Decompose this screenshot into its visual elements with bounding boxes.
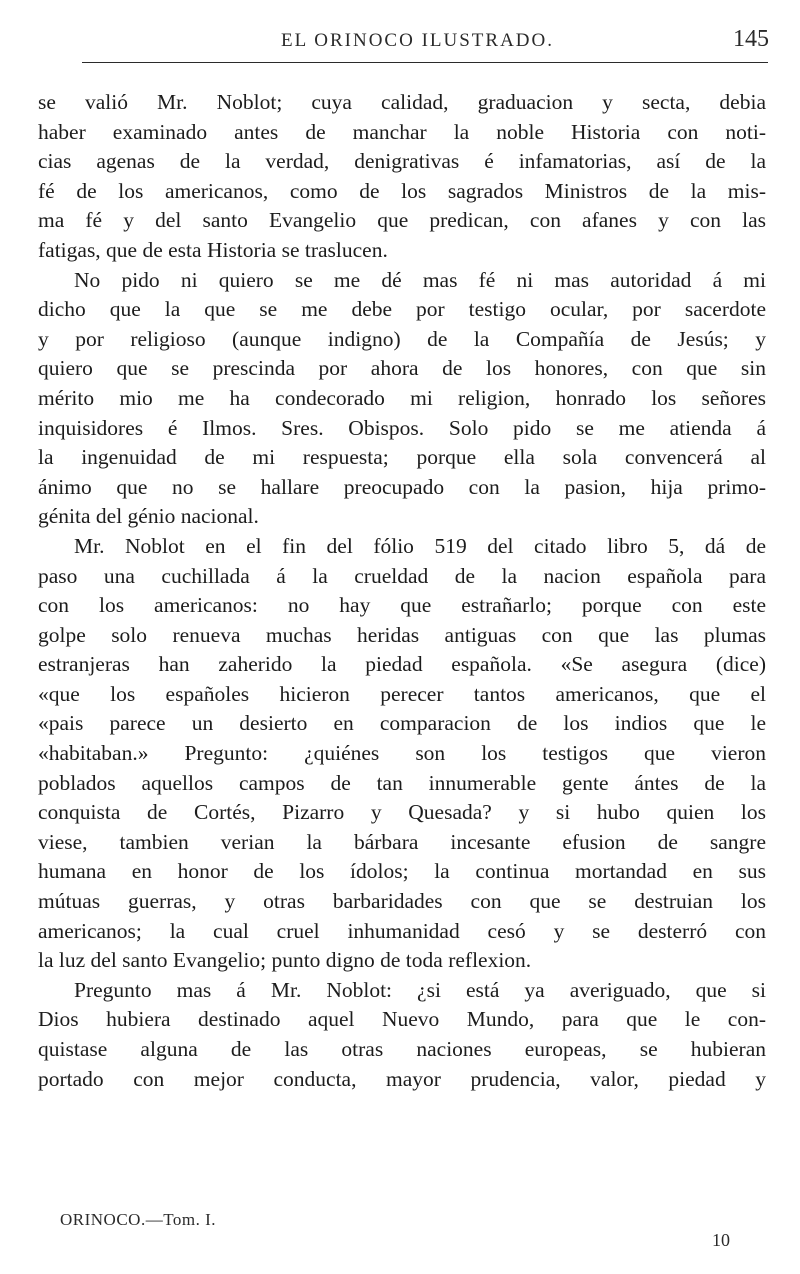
text-line: poblados aquellos campos de tan innumerable gente ántes de la [38,770,766,795]
text-line: viese, tambien verian la bárbara incesante efusion de sangre [38,829,766,854]
text-line: Dios hubiera destinado aquel Nuevo Mundo, para que le con- [38,1007,766,1032]
text-line: mútuas guerras, y otras barbaridades con que se destruian los [38,889,766,914]
text-line: paso una cuchillada á la crueldad de la nacion española para [38,563,766,588]
text-line: ma fé y del santo Evangelio que predican, con afanes y con las [38,208,766,233]
text-line: génita del génio nacional. [38,504,259,529]
text-line: dicho que la que se me debe por testigo ocular, por sacerdote [38,297,766,322]
text-line: se valió Mr. Noblot; cuya calidad, graduacion y secta, debia [38,90,766,114]
paragraph-start-line: Pregunto mas á Mr. Noblot: ¿si está ya averiguado, que si [74,977,766,1002]
text-line: portado con mejor conducta, mayor prudencia, valor, piedad y [38,1066,766,1091]
text-line: con los americanos: no hay que estrañarlo; porque con este [38,593,766,618]
text-line: «que los españoles hicieron perecer tantos americanos, que el [38,681,766,706]
page-number: 145 [733,26,769,52]
text-line: golpe solo renueva muchas heridas antiguas con que las plumas [38,622,766,647]
text-line: ánimo que no se hallare preocupado con la pasion, hija primo- [38,474,766,499]
text-line: quistase alguna de las otras naciones europeas, se hubieran [38,1037,766,1061]
text-line: «habitaban.» Pregunto: ¿quiénes son los testigos que vieron [38,741,766,766]
text-line: inquisidores é Ilmos. Sres. Obispos. Solo pido se me atienda á [38,415,766,440]
signature-mark: 10 [712,1230,730,1250]
signature-line: ORINOCO.—Tom. I. [60,1210,217,1229]
running-head [60,26,775,60]
text-line: humana en honor de los ídolos; la continua mortandad en sus [38,859,766,884]
text-line: y por religioso (aunque indigno) de la Compañía de Jesús; y [38,326,766,351]
text-line: la ingenuidad de mi respuesta; porque ella sola convencerá al [38,445,766,470]
header-rule [82,62,768,63]
text-line: «pais parece un desierto en comparacion de los indios que le [38,711,766,736]
paragraph-start-line: No pido ni quiero se me dé mas fé ni mas autoridad á mi [74,267,766,292]
text-line: fatigas, que de esta Historia se traslucen. [38,237,388,262]
body-text [38,88,766,1094]
text-line: conquista de Cortés, Pizarro y Quesada? y si hubo quien los [38,800,766,825]
text-line: estranjeras han zaherido la piedad española. «Se asegura (dice) [38,652,766,677]
text-line: cias agenas de la verdad, denigrativas é infamatorias, así de la [38,149,766,174]
page-footer [38,1210,766,1270]
running-title: EL ORINOCO ILUSTRADO. [281,30,554,51]
text-line: haber examinado antes de manchar la noble Historia con noti- [38,119,766,144]
text-line: quiero que se prescinda por ahora de los honores, con que sin [38,356,766,381]
text-line: mérito mio me ha condecorado mi religion, honrado los señores [38,385,766,410]
text-line: americanos; la cual cruel inhumanidad cesó y se desterró con [38,918,766,943]
paragraph-start-line: Mr. Noblot en el fin del fólio 519 del citado libro 5, dá de [74,533,766,558]
text-line: fé de los americanos, como de los sagrados Ministros de la mis- [38,178,766,203]
text-line: la luz del santo Evangelio; punto digno de toda reflexion. [38,948,532,973]
